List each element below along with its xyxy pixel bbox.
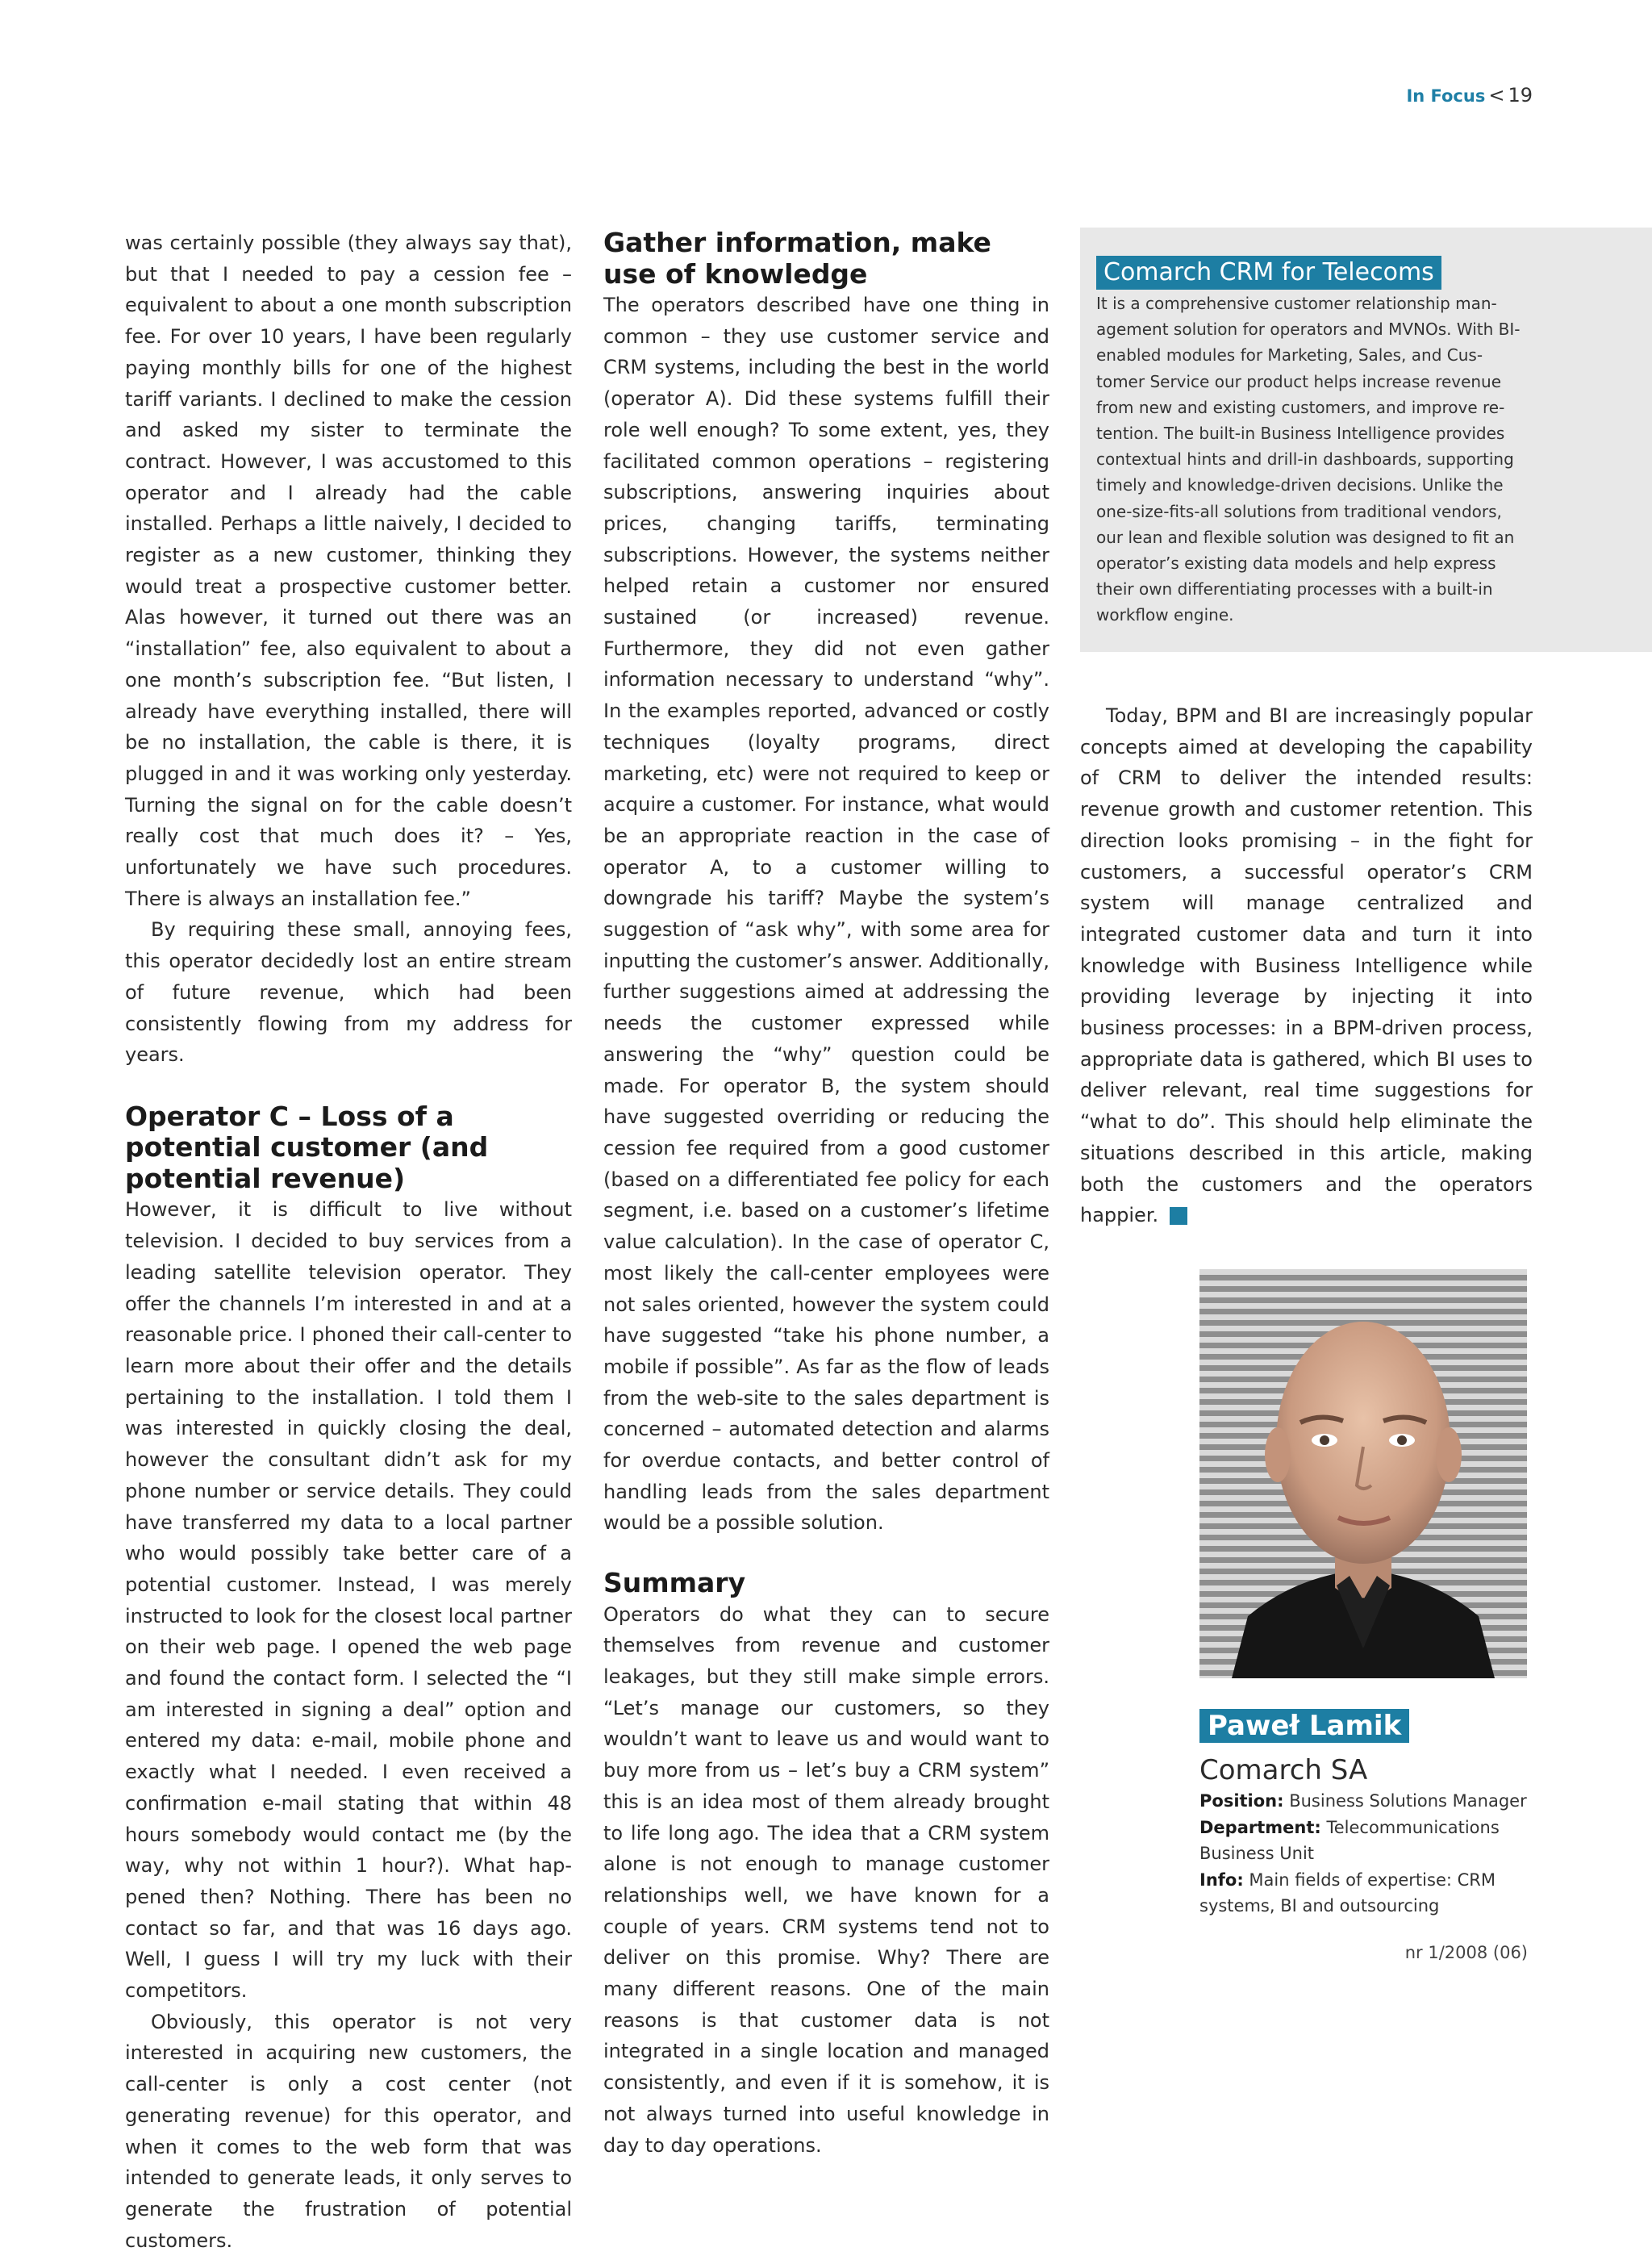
sidebar-text: It is a comprehensive customer relationship management solution for operators and MVNOs. With BI-enabled modules for Marketing, Sales, and Customer Service our product helps increase revenue from new and existing customers, and improve retention. The built-in Business Intelligence provides contextual hints and drill-in dashboards, supporting timely and knowledge-driven decisions. Unlike the one-size-fits-all solutions from traditional vendors, our lean and flexible solution was designed to fit an operator’s existing data models and help express their own differentiating processes with a built-in workflow engine. bbox=[1096, 294, 1521, 625]
author-name: Paweł Lamik bbox=[1199, 1709, 1409, 1743]
author-info bbox=[1199, 1867, 1530, 1920]
section-separator: < bbox=[1488, 84, 1505, 107]
body-paragraph: The operators described have one thing in common – they use customer service and CRM systems, including the best in the world (operator A). Did these systems fulfill their role well enough? To some extent, yes, they facilitated common operations – registering subscriptions, answering inquiries about prices, changing tariffs, terminating subscriptions. However, the systems neither helped retain a customer nor ensured sustained (or increased) revenue. Furthermore, they did not even gather information necessary to understand “why”. In the examples reported, advanced or costly techniques (loyalty programs, direct marketing, etc) were not required to keep or acquire a customer. For instance, what would be an appropriate reaction in the case of operator A, to a customer willing to downgrade his tariff? Maybe the system’s suggestion of “ask why”, with some area for inputting the customer’s answer. Additionally, further suggestions aimed at addressing the needs the customer expressed while answering the “why” question could be made. For operator B, the system should have suggested overriding or reducing the cession fee required from a good customer (based on a differentiated fee policy for each segment, i.e. based on a customer’s lifetime value calculation). In the case of operator C, most likely the call-center employees were not sales oriented, however the system could have suggested “take his phone number, a mobile if possible”. As far as the flow of leads from the web-site to the sales department is concerned – automated detection and alarms for overdue contacts, and better control of handling leads from the sales department would be a possible solution. bbox=[603, 294, 1049, 1535]
department-label: Department: bbox=[1199, 1817, 1321, 1837]
info-label: Info: bbox=[1199, 1870, 1244, 1890]
body-paragraph: Obviously, this operator is not very interested in acquiring new customers, the call-center is only a cost center (not generating revenue) for this operator, and when it comes to the web form that was intended to generate leads, it only serves to generate the frustration of potential customers. bbox=[125, 2010, 572, 2252]
article-column-1 bbox=[125, 228, 572, 2256]
issue-number: nr 1/2008 (06) bbox=[1404, 1943, 1528, 1962]
sidebar-box bbox=[1080, 228, 1652, 652]
sidebar-title: Comarch CRM for Telecoms bbox=[1096, 256, 1441, 290]
article-column-3 bbox=[1080, 700, 1533, 1231]
position-label: Position: bbox=[1199, 1791, 1284, 1811]
author-department bbox=[1199, 1815, 1530, 1867]
body-paragraph: Operators do what they can to secure themselves from revenue and customer leakages, but they still make simple errors. “Let’s manage our customers, so they wouldn’t want to leave us and would want to buy more from us – let’s buy a CRM system” this is an idea most of them already brought to life long ago. The idea that a CRM system alone is not enough to manage customer relationships well, we have known for a couple of years. CRM systems tend not to deliver on this promise. Why? There are many different reasons. One of the main reasons is that customer data is not integrated in a single location and managed consistently, and even if it is somehow, it is not always turned into useful knowledge in day to day operations. bbox=[603, 1602, 1049, 2157]
return-arrow-icon[interactable]: < bbox=[1170, 1207, 1187, 1225]
author-portrait-image bbox=[1199, 1269, 1527, 1678]
running-head bbox=[1387, 84, 1533, 107]
info-value: Main fields of expertise: CRM systems, BI and outsourcing bbox=[1199, 1870, 1496, 1916]
author-position bbox=[1199, 1788, 1530, 1815]
body-paragraph bbox=[1080, 700, 1533, 1231]
author-photo bbox=[1199, 1269, 1527, 1678]
page-number: 19 bbox=[1508, 84, 1533, 107]
body-text: Today, BPM and BI are increasingly popular concepts aimed at developing the capability of CRM to deliver the intended results: revenue growth and customer retention. This direction looks promising – in the fight for customers, a successful operator’s CRM system will manage centralized and integrated customer data and turn it into knowledge with Business Intelligence while providing leverage by injecting it into business processes: in a BPM-driven process, appropriate data is gathered, which BI uses to deliver relevant, real time suggestions for “what to do”. This should help eliminate the situations described in this article, making both the customers and the operators happier. bbox=[1080, 704, 1533, 1227]
author-details bbox=[1199, 1788, 1530, 1920]
author-company: Comarch SA bbox=[1199, 1754, 1368, 1786]
position-value: Business Solutions Manager bbox=[1289, 1791, 1527, 1811]
section-heading-operator-c: Operator C – Loss of a potential customer (and potential revenue) bbox=[125, 1100, 489, 1194]
body-paragraph: However, it is difficult to live without television. I decided to buy services from a leading satellite television operator. They offer the channels I’m interested in and at a reasonable price. I phoned their call-center to learn more about their offer and the details pertaining to the installation. I told them I was interested in quickly closing the deal, however the consultant didn’t ask for my phone number or service details. They could have transferred my data to a local partner who would possibly take better care of a potential customer. Instead, I was merely instructed to look for the closest local partner on their web page. I opened the web page and found the contact form. I selected the “I am interested in signing a deal” option and entered my data: e-mail, mobile phone and exactly what I needed. I even received a confirmation e-mail stating that within 48 hours somebody would contact me (by the way, why not within 1 hour?). What happened then? Nothing. There has been no contact so far, and that was 16 days ago. Well, I guess I will try my luck with their competitors. bbox=[125, 1198, 572, 2003]
body-paragraph: was certainly possible (they always say that), but that I needed to pay a cession fee – equivalent to about a one month subscription fee. For over 10 years, I have been regularly paying monthly bills for one of the highest tariff variants. I declined to make the cession and asked my sister to terminate the contract. However, I was accustomed to this operator and I already had the cable installed. Perhaps a little naively, I decided to register as a new customer, thinking they would treat a prospective customer better. Alas however, it turned out there was an “installation” fee, also equivalent to about a one month’s subscription fee. “But listen, I already have everything installed, there will be no installation, the cable is there, it is plugged in and it was working only yesterday. Turning the signal on for the cable doesn’t really cost that much does it? – Yes, unfortunately we have such procedures. There is always an installation fee.” bbox=[125, 232, 572, 910]
section-heading-gather: Gather information, make use of knowledge bbox=[603, 227, 991, 290]
department-value: Telecommunications Business Unit bbox=[1199, 1817, 1500, 1863]
section-heading-summary: Summary bbox=[603, 1567, 746, 1599]
body-paragraph: By requiring these small, annoying fees, this operator decidedly lost an entire stream of future revenue, which had been consistently flowing from my address for years. bbox=[125, 918, 572, 1067]
article-column-2 bbox=[603, 228, 1049, 2161]
section-name: In Focus bbox=[1406, 86, 1486, 106]
